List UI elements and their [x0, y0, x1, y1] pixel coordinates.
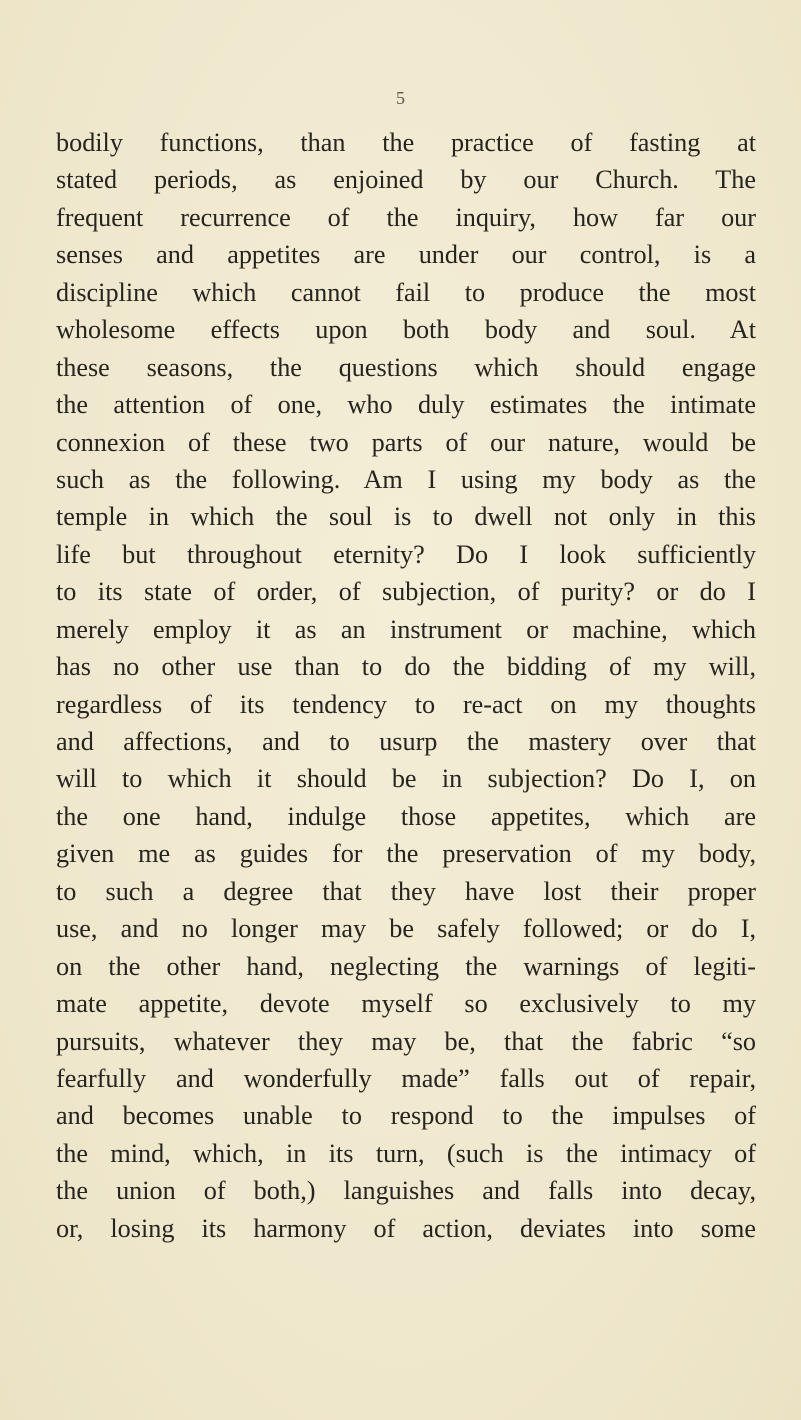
text-line-13: to its state of order, of subjection, of purity? or do I: [56, 577, 756, 607]
text-line-15: has no other use than to do the bidding of my will,: [56, 652, 756, 682]
text-line-26: fearfully and wonderfully made” falls out of repair,: [56, 1063, 756, 1093]
text-line-12: life but throughout eternity? Do I look sufficiently: [56, 539, 756, 569]
text-line-10: such as the following. Am I using my body as the: [56, 464, 756, 494]
body-text: [56, 124, 756, 1247]
text-line-24: mate appetite, devote myself so exclusively to my: [56, 989, 756, 1019]
text-line-6: wholesome effects upon both body and soul. At: [56, 315, 756, 345]
text-line-3: frequent recurrence of the inquiry, how far our: [56, 202, 756, 232]
text-line-27: and becomes unable to respond to the impulses of: [56, 1101, 756, 1131]
text-line-30: or, losing its harmony of action, deviates into some: [56, 1213, 756, 1243]
text-line-5: discipline which cannot fail to produce the most: [56, 277, 756, 307]
text-line-8: the attention of one, who duly estimates the intimate: [56, 390, 756, 420]
text-line-11: temple in which the soul is to dwell not only in this: [56, 502, 756, 532]
text-line-16: regardless of its tendency to re-act on my thoughts: [56, 689, 756, 719]
text-line-19: the one hand, indulge those appetites, which are: [56, 801, 756, 831]
text-line-28: the mind, which, in its turn, (such is the intimacy of: [56, 1138, 756, 1168]
text-line-25: pursuits, whatever they may be, that the fabric “so: [56, 1026, 756, 1056]
text-line-23: on the other hand, neglecting the warnings of legiti-: [56, 951, 756, 981]
text-line-2: stated periods, as enjoined by our Church. The: [56, 165, 756, 195]
text-line-7: these seasons, the questions which should engage: [56, 352, 756, 382]
text-line-20: given me as guides for the preservation of my body,: [56, 839, 756, 869]
text-line-29: the union of both,) languishes and falls into decay,: [56, 1176, 756, 1206]
text-line-17: and affections, and to usurp the mastery over that: [56, 727, 756, 756]
text-line-9: connexion of these two parts of our nature, would be: [56, 427, 756, 457]
text-line-22: use, and no longer may be safely followed; or do I,: [56, 914, 756, 944]
text-line-4: senses and appetites are under our control, is a: [56, 240, 756, 270]
text-line-1: bodily functions, than the practice of fasting at: [56, 128, 756, 157]
text-line-18: will to which it should be in subjection? Do I, on: [56, 764, 756, 794]
text-line-21: to such a degree that they have lost their proper: [56, 876, 756, 906]
page-number: 5: [396, 88, 405, 108]
text-line-14: merely employ it as an instrument or machine, which: [56, 614, 756, 644]
